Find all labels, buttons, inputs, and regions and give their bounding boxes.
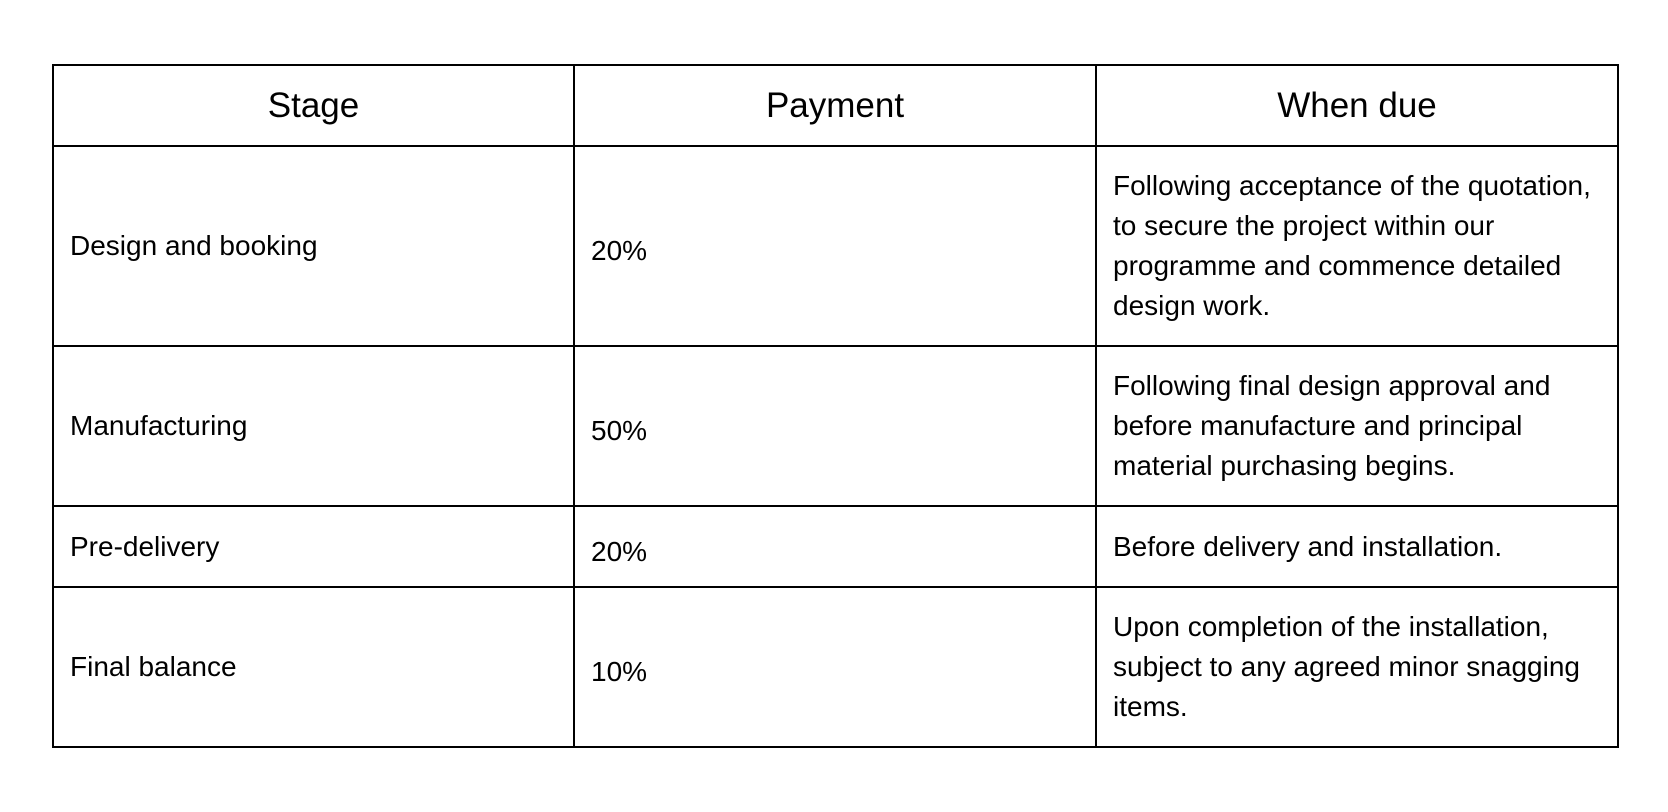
stage-cell: Final balance — [53, 587, 574, 747]
when-due-cell: Following acceptance of the quotation, to secure the project within our programme and commence detailed design work. — [1096, 146, 1618, 346]
table-row — [53, 146, 1618, 346]
payment-cell: 10% — [574, 587, 1096, 747]
when-due-cell: Following final design approval and before manufacture and principal material purchasing begins. — [1096, 346, 1618, 506]
header-payment: Payment — [574, 65, 1096, 146]
table-header-row — [53, 65, 1618, 146]
payment-cell: 20% — [574, 146, 1096, 346]
stage-cell: Manufacturing — [53, 346, 574, 506]
header-stage: Stage — [53, 65, 574, 146]
when-due-cell: Upon completion of the installation, subject to any agreed minor snagging items. — [1096, 587, 1618, 747]
when-due-cell: Before delivery and installation. — [1096, 506, 1618, 587]
payment-schedule-table — [52, 64, 1619, 748]
table-row — [53, 346, 1618, 506]
stage-cell: Pre-delivery — [53, 506, 574, 587]
header-when-due: When due — [1096, 65, 1618, 146]
table-row — [53, 587, 1618, 747]
payment-cell: 20% — [574, 506, 1096, 587]
stage-cell: Design and booking — [53, 146, 574, 346]
payment-cell: 50% — [574, 346, 1096, 506]
table-row — [53, 506, 1618, 587]
